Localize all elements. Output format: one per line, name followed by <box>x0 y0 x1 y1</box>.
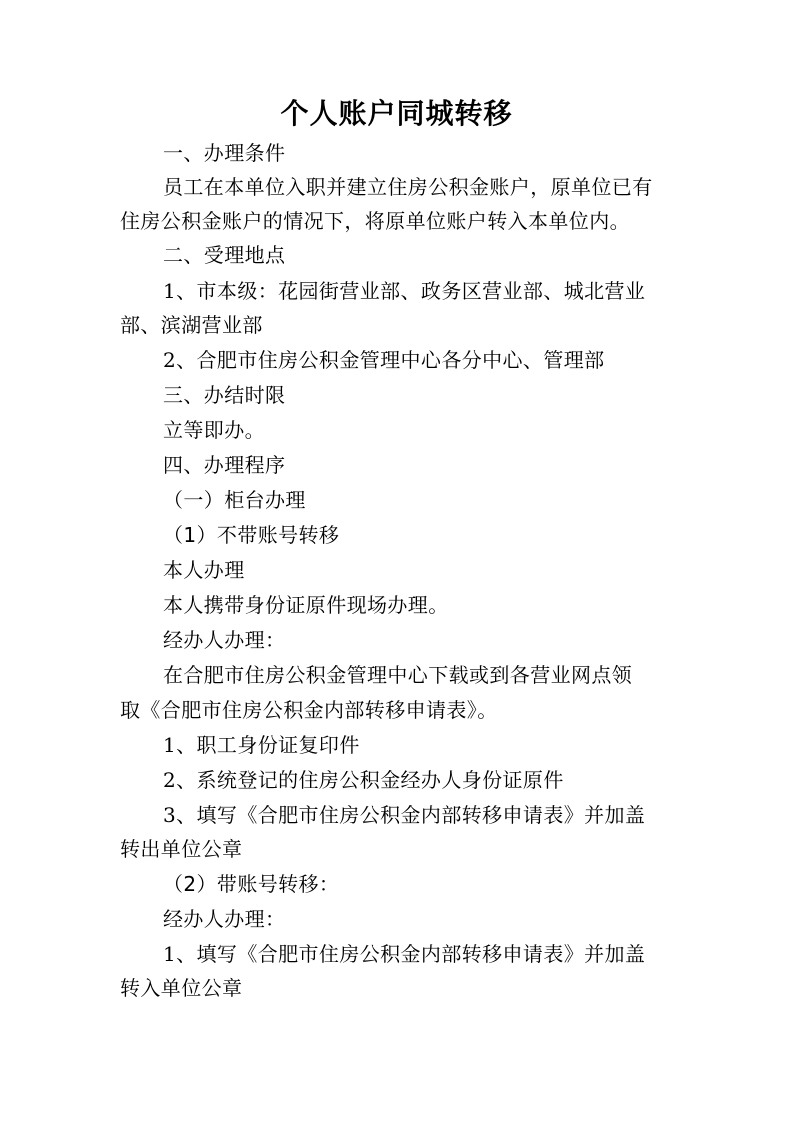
subsection-heading-self: 本人办理 <box>163 558 245 582</box>
section-heading-location: 二、受理地点 <box>163 243 286 267</box>
section-heading-conditions: 一、办理条件 <box>163 141 286 165</box>
list-item: 2、系统登记的住房公积金经办人身份证原件 <box>163 768 564 792</box>
paragraph-line: 经办人办理： <box>163 907 286 931</box>
paragraph-line: 部、滨湖营业部 <box>120 313 263 337</box>
list-item: 3、填写《合肥市住房公积金内部转移申请表》并加盖 <box>163 803 646 827</box>
page-title: 个人账户同城转移 <box>280 97 513 130</box>
subsection-heading-no-account: （1）不带账号转移 <box>163 523 340 547</box>
paragraph-line: 取《合肥市住房公积金内部转移申请表》。 <box>120 698 498 722</box>
list-item: 1、职工身份证复印件 <box>163 733 360 757</box>
paragraph-line: 员工在本单位入职并建立住房公积金账户，原单位已有 <box>163 175 653 199</box>
paragraph-line: 2、合肥市住房公积金管理中心各分中心、管理部 <box>163 348 605 372</box>
paragraph-line: 住房公积金账户的情况下，将原单位账户转入本单位内。 <box>120 209 630 233</box>
paragraph-line: 在合肥市住房公积金管理中心下载或到各营业网点领 <box>163 663 633 687</box>
section-heading-procedure: 四、办理程序 <box>163 453 286 477</box>
paragraph-line: 立等即办。 <box>163 418 265 442</box>
paragraph-line: 转入单位公章 <box>120 976 243 1000</box>
paragraph-line: 转出单位公章 <box>120 837 243 861</box>
list-item: 1、填写《合肥市住房公积金内部转移申请表》并加盖 <box>163 942 646 966</box>
paragraph-line: 本人携带身份证原件现场办理。 <box>163 593 449 617</box>
paragraph-line: 1、市本级：花园街营业部、政务区营业部、城北营业 <box>163 279 646 303</box>
subsection-heading-agent: 经办人办理： <box>163 628 286 652</box>
subsection-heading-with-account: （2）带账号转移： <box>163 872 340 896</box>
section-heading-time-limit: 三、办结时限 <box>163 383 286 407</box>
subsection-heading-counter: （一）柜台办理 <box>163 488 306 512</box>
